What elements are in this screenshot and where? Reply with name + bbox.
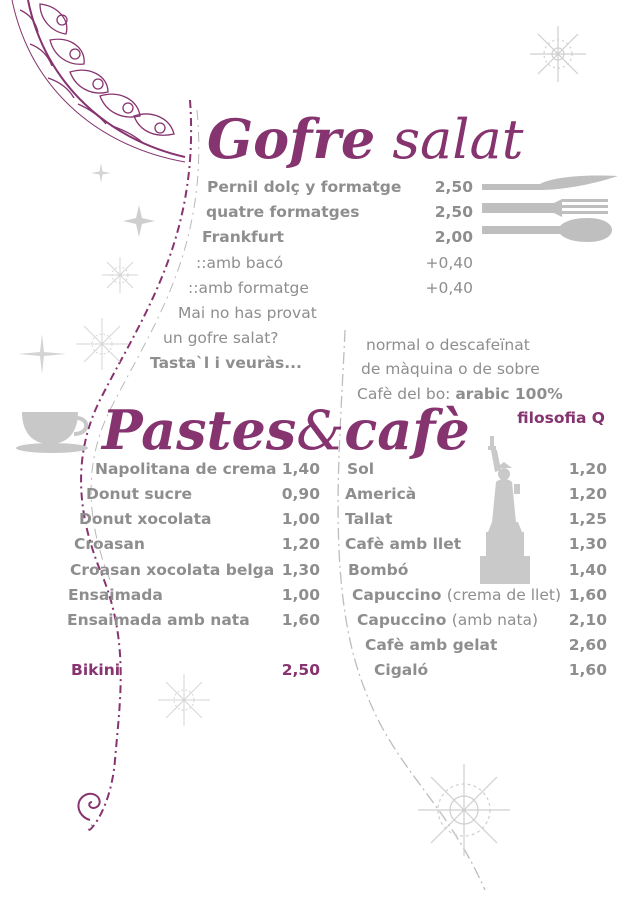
pastry-name: Ensaimada amb nata [67, 611, 250, 629]
sparkle-icon [90, 162, 112, 184]
coffee-price: 1,30 [568, 535, 607, 553]
gofre-item-name: Frankfurt [202, 228, 284, 246]
gofre-title-bold: Gofre [207, 107, 376, 171]
gofre-item-name: ::amb bacó [196, 254, 284, 272]
pastes-title [102, 398, 470, 462]
gofre-promo-line: Mai no has provat [178, 304, 317, 322]
cutlery-icon [478, 172, 623, 244]
coffee-info-line: normal o descafeïnat [366, 336, 530, 354]
coffee-name: Capuccino [357, 611, 447, 629]
special-name: Bikini [71, 661, 121, 679]
snowflake-icon [74, 316, 130, 372]
coffee-note: (amb nata) [451, 611, 539, 629]
gofre-item-price: 2,50 [434, 178, 473, 196]
coffee-row [357, 613, 538, 629]
coffee-note: (crema de llet) [446, 586, 561, 604]
coffee-price: 1,40 [568, 561, 607, 579]
gofre-item-name: ::amb formatge [188, 279, 309, 297]
coffee-price: 2,10 [568, 611, 607, 629]
gofre-item-name: Pernil dolç y formatge [207, 178, 402, 196]
coffee-name: Capuccino [352, 586, 442, 604]
coffee-info-bold: arabic 100% [455, 385, 563, 403]
gofre-item-price: +0,40 [425, 279, 473, 297]
pastry-name: Donut xocolata [79, 510, 212, 528]
gofre-item-price: 2,00 [434, 228, 473, 246]
pastes-title-end: cafè [344, 398, 470, 462]
coffee-price: 1,20 [568, 460, 607, 478]
sparkle-icon [16, 332, 68, 376]
coffee-name: Bombó [348, 561, 409, 579]
coffee-name: Tallat [345, 510, 393, 528]
coffee-name: Cigaló [374, 661, 429, 679]
gofre-title [207, 107, 524, 171]
pastry-name: Donut sucre [86, 485, 192, 503]
statue-of-liberty-icon [478, 436, 536, 584]
brand-label: filosofia Q [517, 409, 605, 427]
coffee-price: 2,60 [568, 636, 607, 654]
coffee-info-line: de màquina o de sobre [361, 360, 540, 378]
pastry-price: 1,30 [281, 561, 320, 579]
coffee-name: Cafè amb gelat [365, 636, 498, 654]
gofre-item-name: quatre formatges [206, 203, 360, 221]
pastes-title-amp: & [296, 399, 345, 462]
sparkle-icon [122, 204, 156, 238]
pastry-price: 1,00 [281, 510, 320, 528]
coffee-price: 1,60 [568, 586, 607, 604]
gofre-title-light: salat [392, 108, 524, 171]
coffee-cup-icon [14, 408, 104, 456]
pastry-price: 1,00 [281, 586, 320, 604]
coffee-row [352, 588, 561, 604]
coffee-name: Cafè amb llet [345, 535, 462, 553]
coffee-name: Sol [347, 460, 375, 478]
gofre-item-price: 2,50 [434, 203, 473, 221]
pastry-price: 1,40 [281, 460, 320, 478]
pastry-price: 1,60 [281, 611, 320, 629]
gofre-promo-line: un gofre salat? [163, 329, 279, 347]
coffee-price: 1,60 [568, 661, 607, 679]
snowflake-icon [156, 672, 212, 728]
pastry-name: Croasan [74, 535, 145, 553]
pastry-price: 1,20 [281, 535, 320, 553]
pastry-price: 0,90 [281, 485, 320, 503]
pastry-name: Ensaimada [68, 586, 163, 604]
pastes-title-bold: Pastes [102, 398, 297, 462]
snowflake-icon [100, 255, 140, 295]
pastry-name: Napolitana de crema [95, 460, 277, 478]
gofre-promo-line: Tasta`l i veuràs... [150, 354, 302, 372]
coffee-price: 1,20 [568, 485, 607, 503]
coffee-name: Americà [345, 485, 417, 503]
coffee-price: 1,25 [568, 510, 607, 528]
coffee-info-prefix: Cafè del bo: [357, 385, 451, 403]
snowflake-icon [528, 24, 588, 84]
special-price: 2,50 [281, 661, 320, 679]
snowflake-icon [416, 762, 512, 858]
gofre-item-price: +0,40 [425, 254, 473, 272]
pastry-name: Croasan xocolata belga [70, 561, 275, 579]
